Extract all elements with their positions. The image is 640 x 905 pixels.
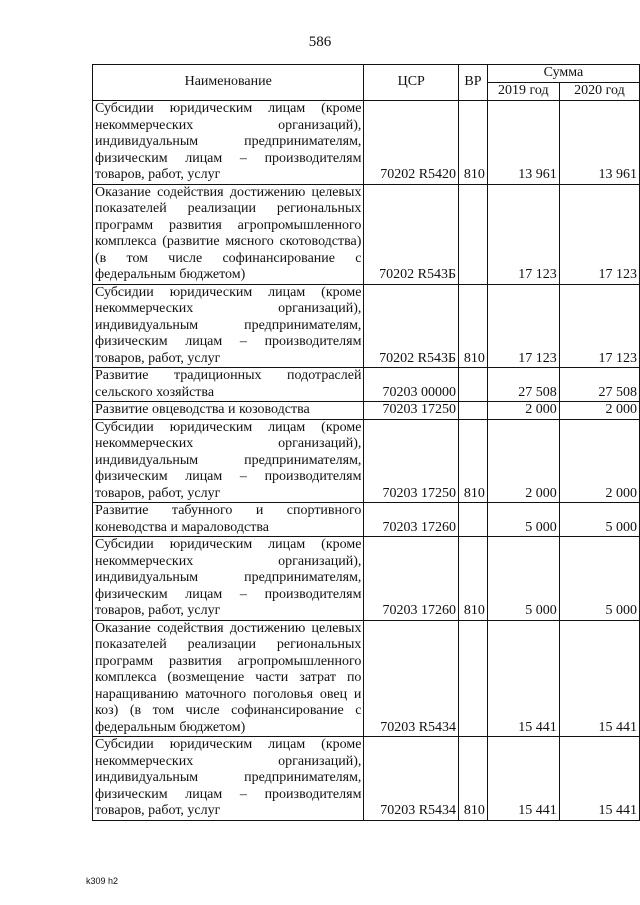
row-csr: 70203 17260 xyxy=(364,537,459,621)
row-vr: 810 xyxy=(459,737,488,821)
table-row xyxy=(93,537,640,621)
table-row xyxy=(93,620,640,737)
row-vr: 810 xyxy=(459,537,488,621)
row-2020: 5 000 xyxy=(559,503,639,537)
row-2019: 13 961 xyxy=(487,101,559,185)
row-csr: 70203 00000 xyxy=(364,368,459,402)
row-2019: 5 000 xyxy=(487,503,559,537)
row-csr: 70203 17250 xyxy=(364,419,459,503)
header-csr: ЦСР xyxy=(364,65,459,101)
row-2020: 17 123 xyxy=(559,184,639,284)
row-2019: 2 000 xyxy=(487,402,559,420)
row-name: Субсидии юридическим лицам (кроме некоммерческих организаций), индивидуальным предпринимателям, физическим лицам – производителям товаров, работ, услуг xyxy=(93,284,364,368)
table-row xyxy=(93,101,640,185)
row-name: Развитие традиционных подотраслей сельского хозяйства xyxy=(93,368,364,402)
row-csr: 70203 R5434 xyxy=(364,620,459,737)
row-vr xyxy=(459,503,488,537)
row-csr: 70203 R5434 xyxy=(364,737,459,821)
header-sum: Сумма xyxy=(487,65,639,83)
row-2019: 2 000 xyxy=(487,419,559,503)
budget-table xyxy=(92,64,640,821)
header-vr: ВР xyxy=(459,65,488,101)
row-2020: 17 123 xyxy=(559,284,639,368)
row-2019: 15 441 xyxy=(487,620,559,737)
table-row xyxy=(93,368,640,402)
row-2019: 15 441 xyxy=(487,737,559,821)
table-row xyxy=(93,184,640,284)
row-2020: 15 441 xyxy=(559,737,639,821)
row-csr: 70203 17260 xyxy=(364,503,459,537)
row-name: Оказание содействия достижению целевых показателей реализации региональных программ развития агропромышленного комплекса (развитие мясного скотоводства) (в том числе софинансирование с федеральным бюджетом) xyxy=(93,184,364,284)
row-csr: 70202 R543Б xyxy=(364,184,459,284)
row-vr xyxy=(459,368,488,402)
row-2019: 27 508 xyxy=(487,368,559,402)
table-row xyxy=(93,503,640,537)
row-vr: 810 xyxy=(459,284,488,368)
row-name: Субсидии юридическим лицам (кроме некоммерческих организаций), индивидуальным предпринимателям, физическим лицам – производителям товаров, работ, услуг xyxy=(93,101,364,185)
row-vr: 810 xyxy=(459,419,488,503)
row-vr xyxy=(459,184,488,284)
row-vr xyxy=(459,402,488,420)
row-name: Развитие табунного и спортивного коневодства и мараловодства xyxy=(93,503,364,537)
row-2020: 2 000 xyxy=(559,419,639,503)
row-csr: 70203 17250 xyxy=(364,402,459,420)
row-name: Оказание содействия достижению целевых показателей реализации региональных программ развития агропромышленного комплекса (возмещение части затрат по наращиванию маточного поголовья овец и коз) (в том числе софинансирование с федеральным бюджетом) xyxy=(93,620,364,737)
table-row xyxy=(93,737,640,821)
row-2019: 5 000 xyxy=(487,537,559,621)
row-vr xyxy=(459,620,488,737)
row-2020: 15 441 xyxy=(559,620,639,737)
row-csr: 70202 R543Б xyxy=(364,284,459,368)
row-2019: 17 123 xyxy=(487,284,559,368)
row-2020: 13 961 xyxy=(559,101,639,185)
footer-code: k309 h2 xyxy=(86,876,119,886)
header-2019: 2019 год xyxy=(487,83,559,101)
row-2020: 5 000 xyxy=(559,537,639,621)
table-row xyxy=(93,419,640,503)
row-name: Субсидии юридическим лицам (кроме некоммерческих организаций), индивидуальным предпринимателям, физическим лицам – производителям товаров, работ, услуг xyxy=(93,737,364,821)
row-name: Субсидии юридическим лицам (кроме некоммерческих организаций), индивидуальным предпринимателям, физическим лицам – производителям товаров, работ, услуг xyxy=(93,537,364,621)
table-row xyxy=(93,284,640,368)
row-name: Субсидии юридическим лицам (кроме некоммерческих организаций), индивидуальным предпринимателям, физическим лицам – производителям товаров, работ, услуг xyxy=(93,419,364,503)
table-row xyxy=(93,402,640,420)
row-name: Развитие овцеводства и козоводства xyxy=(93,402,364,420)
row-2019: 17 123 xyxy=(487,184,559,284)
row-csr: 70202 R5420 xyxy=(364,101,459,185)
header-2020: 2020 год xyxy=(559,83,639,101)
row-2020: 2 000 xyxy=(559,402,639,420)
row-2020: 27 508 xyxy=(559,368,639,402)
page-number: 586 xyxy=(308,34,332,50)
row-vr: 810 xyxy=(459,101,488,185)
header-name: Наименование xyxy=(93,65,364,101)
